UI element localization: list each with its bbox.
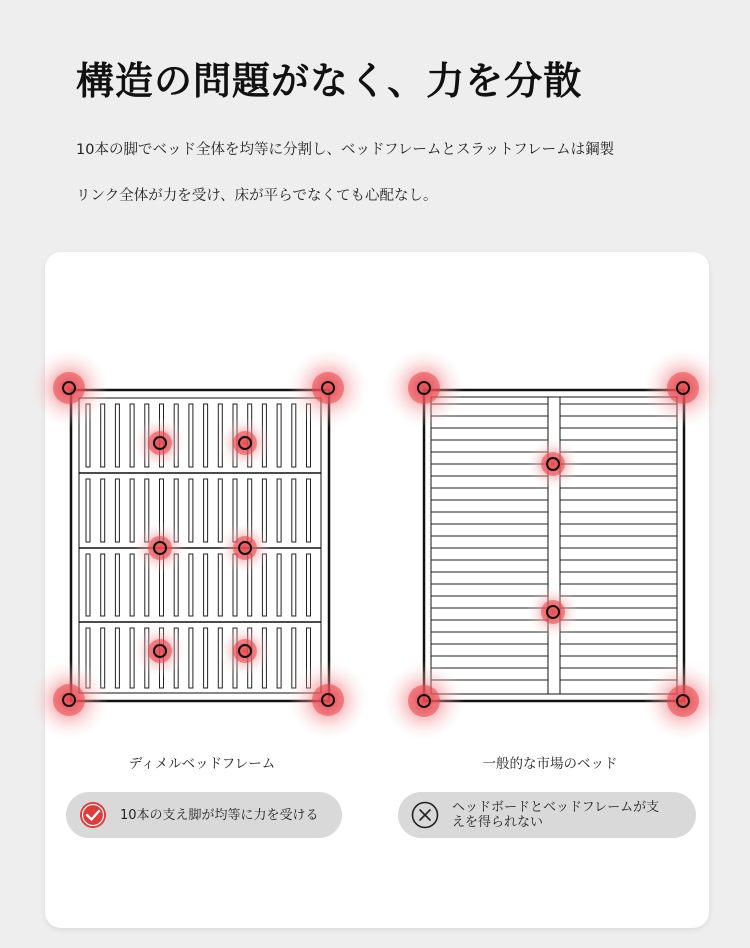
support-point xyxy=(134,522,186,574)
slat xyxy=(86,554,90,616)
support-point xyxy=(384,348,464,428)
right-bed-frame xyxy=(424,390,684,701)
left-bed-caption: ディメルベッドフレーム xyxy=(128,756,276,772)
right-badge-text-line-2: えを得られない xyxy=(452,815,544,830)
support-point xyxy=(643,348,723,428)
slat xyxy=(101,554,105,616)
slat xyxy=(189,554,193,616)
slat xyxy=(218,554,222,616)
description-line-1: 10本の脚でベッド全体を均等に分割し、ベッドフレームとスラットフレームは鋼製 xyxy=(76,142,615,158)
left-support-points xyxy=(29,348,368,740)
support-point xyxy=(134,417,186,469)
support-point xyxy=(219,522,271,574)
slat xyxy=(277,628,281,688)
slat xyxy=(292,404,296,467)
slat xyxy=(218,479,222,542)
slat xyxy=(292,479,296,542)
slat xyxy=(130,628,134,688)
support-point xyxy=(29,348,109,428)
slat xyxy=(115,628,119,688)
slat xyxy=(307,554,311,616)
slat xyxy=(277,554,281,616)
slat xyxy=(115,479,119,542)
support-point xyxy=(134,625,186,677)
right-badge-text xyxy=(452,800,659,830)
slat xyxy=(101,404,105,467)
description-line-2: リンク全体が力を受け、床が平らでなくても心配なし。 xyxy=(76,188,438,204)
right-badge-text-line-1: ヘッドボードとベッドフレームが支 xyxy=(452,800,660,815)
support-point xyxy=(288,348,368,428)
support-point xyxy=(288,660,368,740)
support-point xyxy=(219,625,271,677)
slat xyxy=(307,479,311,542)
left-bed-slats xyxy=(86,404,311,688)
slat xyxy=(189,628,193,688)
slat xyxy=(130,554,134,616)
slat xyxy=(115,554,119,616)
slat xyxy=(204,554,208,616)
support-point xyxy=(29,660,109,740)
x-circle-icon xyxy=(410,800,440,830)
slat xyxy=(189,479,193,542)
support-point xyxy=(527,438,579,490)
support-point xyxy=(384,661,464,741)
slat xyxy=(189,404,193,467)
slat xyxy=(277,404,281,467)
slat xyxy=(86,479,90,542)
slat xyxy=(115,404,119,467)
slat xyxy=(292,554,296,616)
left-benefit-badge xyxy=(66,792,342,838)
right-bed-caption: 一般的な市場のベッド xyxy=(482,756,618,772)
support-point xyxy=(219,417,271,469)
check-circle-icon xyxy=(78,800,108,830)
slat xyxy=(204,628,208,688)
page-title: 構造の問題がなく、力を分散 xyxy=(76,59,583,103)
slat xyxy=(204,479,208,542)
slat xyxy=(130,404,134,467)
right-drawback-badge xyxy=(398,792,696,838)
slat xyxy=(101,479,105,542)
support-point xyxy=(527,586,579,638)
left-bed-frame xyxy=(71,390,329,701)
support-point xyxy=(643,661,723,741)
left-badge-text: 10本の支え脚が均等に力を受ける xyxy=(120,807,319,823)
slat xyxy=(204,404,208,467)
slat xyxy=(277,479,281,542)
slat xyxy=(130,479,134,542)
